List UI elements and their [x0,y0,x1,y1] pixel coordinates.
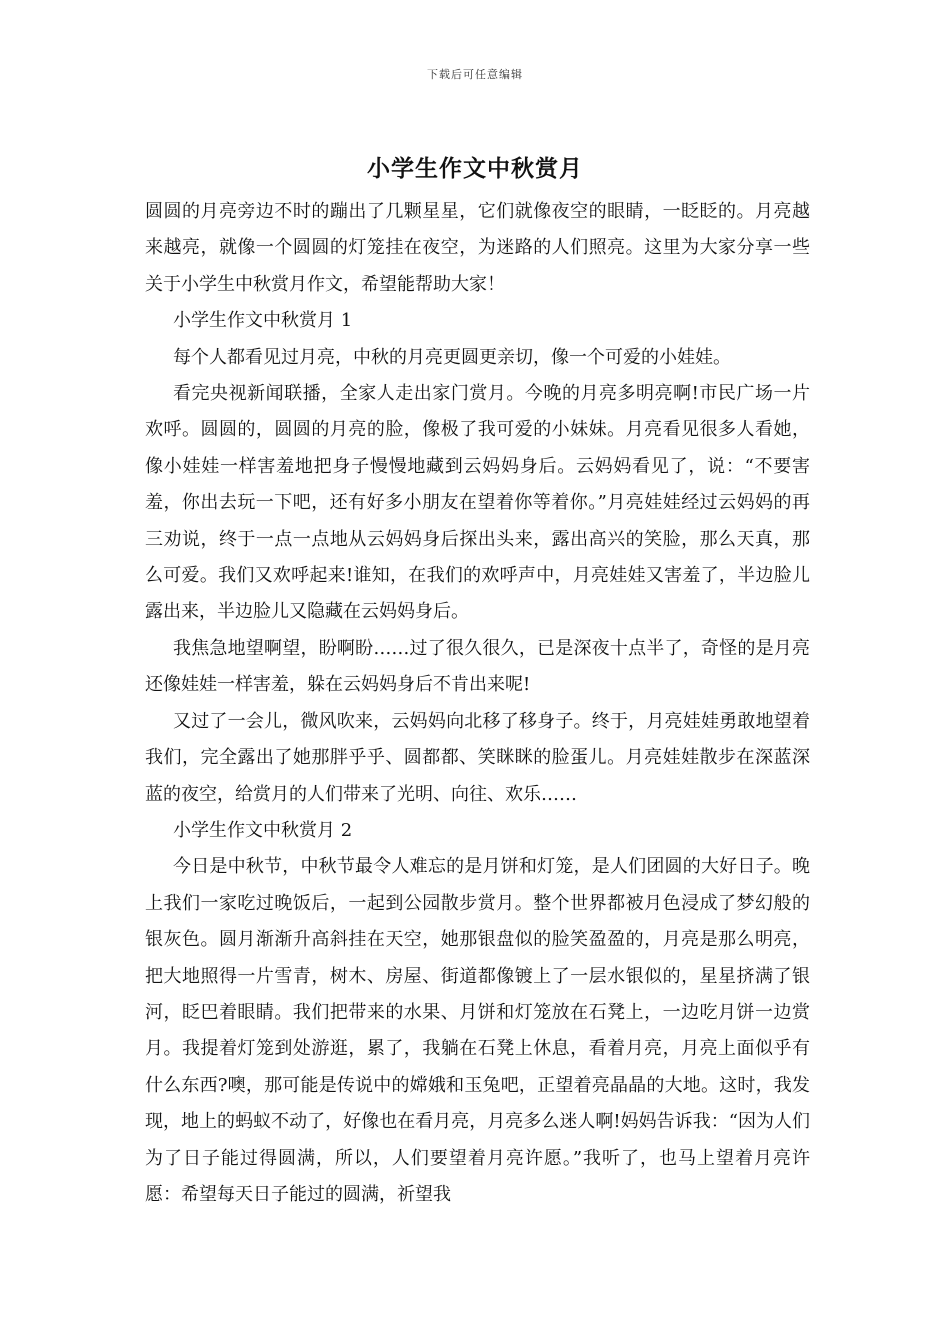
paragraph-intro: 圆圆的月亮旁边不时的蹦出了几颗星星，它们就像夜空的眼睛，一眨眨的。月亮越来越亮，就像一个圆圆的灯笼挂在夜空，为迷路的人们照亮。这里为大家分享一些关于小学生中秋赏月作文，希望能帮助大家！ [145,201,810,295]
paragraph: 又过了一会儿，微风吹来，云妈妈向北移了移身子。终于，月亮娃娃勇敢地望着我们，完全露出了她那胖乎乎、圆都都、笑眯眯的脸蛋儿。月亮娃娃散步在深蓝深蓝的夜空，给赏月的人们带来了光明、向往、欢乐…… [145,710,810,805]
section-heading-2: 小学生作文中秋赏月 2 [173,819,353,841]
paragraph: 我焦急地望啊望，盼啊盼……过了很久很久，已是深夜十点半了，奇怪的是月亮还像娃娃一样害羞，躲在云妈妈身后不肯出来呢! [145,637,810,696]
section-heading-1: 小学生作文中秋赏月 1 [173,310,353,332]
paragraph: 看完央视新闻联播，全家人走出家门赏月。今晚的月亮多明亮啊!市民广场一片欢呼。圆圆的，圆圆的月亮的脸，像极了我可爱的小妹妹。月亮看见很多人看她，像小娃娃一样害羞地把身子慢慢地藏到云妈妈身后。云妈妈看见了，说：“不要害羞，你出去玩一下吧，还有好多小朋友在望着你等着你。”月亮娃娃经过云妈妈的再三劝说，终于一点一点地从云妈妈身后探出头来，露出高兴的笑脸，那么天真，那么可爱。我们又欢呼起来!谁知，在我们的欢呼声中，月亮娃娃又害羞了，半边脸儿露出来，半边脸儿又隐藏在云妈妈身后。 [145,383,810,623]
document-title: 小学生作文中秋赏月 [367,155,583,182]
paragraph: 每个人都看见过月亮，中秋的月亮更圆更亲切，像一个可爱的小娃娃。 [173,346,731,368]
paragraph: 今日是中秋节，中秋节最令人难忘的是月饼和灯笼，是人们团圆的大好日子。晚上我们一家吃过晚饭后，一起到公园散步赏月。整个世界都被月色浸成了梦幻般的银灰色。圆月渐渐升高斜挂在天空，她那银盘似的脸笑盈盈的，月亮是那么明亮，把大地照得一片雪青，树木、房屋、街道都像镀上了一层水银似的，星星挤满了银河，眨巴着眼睛。我们把带来的水果、月饼和灯笼放在石凳上，一边吃月饼一边赏月。我提着灯笼到处游逛，累了，我躺在石凳上休息，看着月亮，月亮上面似乎有什么东西?噢，那可能是传说中的嫦娥和玉兔吧，正望着亮晶晶的大地。这时，我发现，地上的蚂蚁不动了，好像也在看月亮，月亮多么迷人啊!妈妈告诉我：“因为人们为了日子能过得圆满，所以，人们要望着月亮许愿。”我听了，也马上望着月亮许愿：希望每天日子能过的圆满，祈望我 [145,856,810,1205]
header-note: 下载后可任意编辑 [427,68,523,81]
essay-body [145,194,810,1213]
